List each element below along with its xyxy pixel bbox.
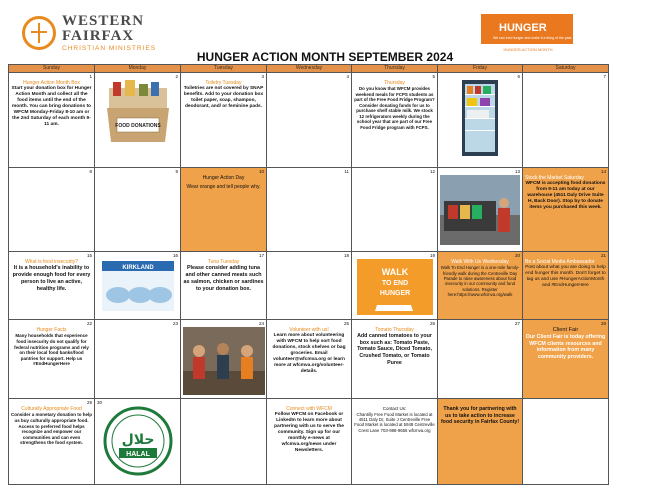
day-text: Do you know that WFCM provides weekend meals for FCPS students as part of the Free Food Fridge Program? Consider donating funds for us to purchase shelf stable milk. We stock 12 refrigerators weekly during the school year that are part of our Free Food Fridge program with FCPS. — [354, 86, 435, 130]
page-title: HUNGER ACTION MONTH SEPTEMBER 2024 — [196, 50, 454, 64]
day-heading: Walk With Us Wednesday — [451, 259, 509, 265]
day-number: 19 — [429, 253, 435, 258]
day-number: 20 — [514, 253, 520, 258]
day-heading: Hunger Action Month Box — [23, 80, 80, 86]
header — [0, 0, 650, 64]
week-row-4 — [9, 320, 609, 399]
day-cell-6 — [438, 73, 523, 168]
day-number: 12 — [429, 169, 435, 174]
day-number: 26 — [429, 321, 435, 326]
day-number: 4 — [346, 74, 349, 79]
day-cell-3 — [181, 73, 267, 168]
empty-cell — [181, 399, 267, 485]
day-heading: Hunger Facts — [36, 327, 67, 333]
week-row-2 — [9, 168, 609, 252]
poster-line1: WALK — [381, 267, 408, 277]
weekday-saturday: Saturday — [523, 65, 609, 73]
contact-cell — [352, 399, 438, 485]
donation-box-image — [103, 80, 173, 144]
day-cell-17 — [181, 252, 267, 320]
day-number: 10 — [258, 169, 264, 174]
logo-line1: WESTERN — [62, 13, 145, 29]
day-cell-14 — [523, 168, 609, 252]
week-row-1 — [9, 73, 609, 168]
weekday-friday: Friday — [438, 65, 523, 73]
day-cell-4 — [267, 73, 352, 168]
day-number: 7 — [603, 74, 606, 79]
contact-heading: Contact Us: — [382, 406, 407, 411]
logo-line2: FAIRFAX — [62, 28, 135, 44]
day-number: 23 — [172, 321, 178, 326]
day-number: 2 — [175, 74, 178, 79]
day-heading: Culturally Appropriate Food — [21, 406, 82, 412]
banner-title: HUNGER — [499, 22, 547, 34]
day-number: 3 — [261, 74, 264, 79]
day-text: Add canned tomatoes to your box such as: Tomato Paste, Tomato Sauce, Diced Tomato, Crushed Tomato, or Tomato Puree — [357, 333, 432, 366]
weekday-thursday: Thursday — [352, 65, 438, 73]
day-heading: Volunteer with us! — [289, 327, 329, 333]
poster-line3: HUNGER — [379, 290, 410, 297]
banner-subtitle: We can end hunger and make it a thing of the past. — [493, 36, 573, 40]
day-heading: Client Fair — [552, 327, 579, 333]
poster-line2: TO END — [381, 280, 408, 287]
day-number: 27 — [514, 321, 520, 326]
day-text: Our Client Fair is today offering WFCM clients resources and information from many community providers. — [525, 333, 606, 360]
calendar — [8, 64, 609, 485]
day-number: 16 — [172, 253, 178, 258]
day-heading: Hunger Action Day — [202, 175, 245, 181]
day-text: Learn more about volunteering with WFCM to help sort food donations, stock shelves or bag groceries. Email volunteer@wfcmva.org or learn more at wfcmva.org/volunteer-details. — [272, 333, 346, 375]
connect-text: Follow WFCM on Facebook or LinkedIn to learn more about partnering with us to serve the community. Sign up for our monthly e-news at wfcmva.org/news under Newsletters. — [274, 412, 344, 454]
day-cell-20 — [438, 252, 523, 320]
day-cell-19 — [352, 252, 438, 320]
day-text: WFCM is accepting food donations from 9-11 am today at our warehouse (4511 Daly Drive Suite H, Back Door). Stop by to donate items you purchased this week. — [525, 181, 606, 211]
day-number: 25 — [343, 321, 349, 326]
day-number: 28 — [600, 321, 606, 326]
week-row-3 — [9, 252, 609, 320]
walk-poster-image — [357, 259, 433, 315]
brand-label: KIRKLAND — [121, 265, 154, 271]
thanks-text: Thank you for partnering with us to take action to increase food security in Fairfax County! — [440, 406, 520, 425]
day-number: 13 — [514, 169, 520, 174]
day-text: Wear orange and tell people why. — [186, 184, 261, 191]
day-number: 30 — [97, 400, 103, 405]
day-number: 11 — [344, 169, 349, 174]
halal-text: HALAL — [125, 451, 150, 458]
day-cell-29 — [9, 399, 95, 485]
day-cell-18 — [267, 252, 352, 320]
day-cell-11 — [267, 168, 352, 252]
truck-donation-image — [440, 175, 520, 245]
weekday-sunday: Sunday — [9, 65, 95, 73]
contact-text: Chantilly Free Food Market is located at 4511 Daly Dr, Suite J Centreville Free Food Market is located at 5948 Centreville Crest Lane 703-988-9656 wfcmva.org — [354, 411, 435, 433]
banner-note: HUNGER ACTION MONTH — [503, 47, 553, 52]
day-number: 17 — [258, 253, 264, 258]
day-cell-27 — [438, 320, 523, 399]
day-heading: Be a Social Media Ambassador — [525, 259, 595, 265]
day-cell-25 — [267, 320, 352, 399]
day-cell-8 — [9, 168, 95, 252]
day-cell-7 — [523, 73, 609, 168]
halal-arabic: حلال — [121, 432, 154, 448]
day-text: Toiletries are not covered by SNAP benefits. Add to your donation box toilet paper, soap, shampoo, deodorant, and/ or feminine pads. — [183, 86, 264, 110]
day-number: 5 — [432, 74, 435, 79]
canned-tuna-image — [100, 259, 176, 313]
weekday-header-row — [9, 65, 609, 73]
week-row-5 — [9, 399, 609, 485]
day-text: Walk To End Hunger is a one-mile family-friendly walk during the Centreville Day Parade to raise awareness about food insecurity in our community and fund solutions. Register here:https://www.wfcmva.org/walk — [440, 265, 520, 298]
day-number: 22 — [86, 321, 92, 326]
hunger-banner — [481, 14, 573, 44]
day-text: It is a household's inability to provide enough food for every person to live an active, healthy life. — [12, 265, 91, 292]
logo — [22, 14, 156, 53]
day-number: 21 — [600, 253, 606, 258]
day-number: 8 — [89, 169, 92, 174]
logo-line3: CHRISTIAN MINISTRIES — [62, 45, 157, 52]
day-heading: Thursday — [384, 80, 405, 86]
day-number: 1 — [89, 74, 92, 79]
day-cell-21 — [523, 252, 609, 320]
cross-logo-icon — [22, 16, 56, 50]
day-cell-26 — [352, 320, 438, 399]
day-number: 18 — [343, 253, 349, 258]
halal-seal-image — [103, 406, 173, 476]
connect-cell — [267, 399, 352, 485]
box-label: FOOD DONATIONS — [114, 123, 161, 129]
connect-heading: Connect with WFCM — [286, 406, 332, 412]
day-cell-24 — [181, 320, 267, 399]
day-cell-22 — [9, 320, 95, 399]
day-cell-15 — [9, 252, 95, 320]
day-heading: Stock the Market Saturday — [525, 175, 584, 181]
empty-cell — [523, 399, 609, 485]
volunteers-image — [183, 327, 265, 395]
weekday-wednesday: Wednesday — [267, 65, 352, 73]
day-cell-28 — [523, 320, 609, 399]
day-text: Please consider adding tuna and other canned meats such as salmon, chicken or sardines to your donation box. — [183, 265, 264, 292]
thanks-cell — [438, 399, 523, 485]
day-number: 9 — [175, 169, 178, 174]
day-heading: What is food insecurity? — [24, 259, 79, 265]
day-text: Consider a monetary donation to help us buy culturally appropriate food. Access to preferred food helps recognize and empower our communities and can even strengthens the food system. — [11, 412, 93, 446]
day-cell-2 — [95, 73, 181, 168]
day-cell-30 — [95, 399, 181, 485]
day-text: Start your donation box for Hunger Action Month and collect all the food items until the end of the month. You can bring donations to WFCM Monday-Friday 8-10 am or the 2nd Saturday of each month 9-11 am. — [11, 86, 92, 128]
day-cell-16 — [95, 252, 181, 320]
day-number: 24 — [258, 321, 264, 326]
day-heading: Tuna Tuesday — [207, 259, 240, 265]
free-fridge-image — [460, 80, 500, 156]
weekday-monday: Monday — [95, 65, 181, 73]
day-heading: Toiletry Tuesday — [205, 80, 242, 86]
day-cell-23 — [95, 320, 181, 399]
day-cell-13 — [438, 168, 523, 252]
day-cell-12 — [352, 168, 438, 252]
day-heading: Tomato Thursday — [375, 327, 414, 333]
day-number: 29 — [86, 400, 92, 405]
day-number: 15 — [86, 253, 92, 258]
day-text: Many households that experience food insecurity do not qualify for federal nutrition programs and rely on their local food banks/food pantries for support. Help us #EndHungerHere — [14, 333, 89, 367]
day-cell-10 — [181, 168, 267, 252]
day-number: 14 — [600, 169, 606, 174]
day-cell-5 — [352, 73, 438, 168]
day-text: Post about what you are doing to help end hunger this month. Don't forget to tag us and use #HungerActionMonth and #EndHungerHere — [525, 265, 606, 289]
weekday-tuesday: Tuesday — [181, 65, 267, 73]
day-cell-1 — [9, 73, 95, 168]
day-cell-9 — [95, 168, 181, 252]
day-number: 6 — [517, 74, 520, 79]
